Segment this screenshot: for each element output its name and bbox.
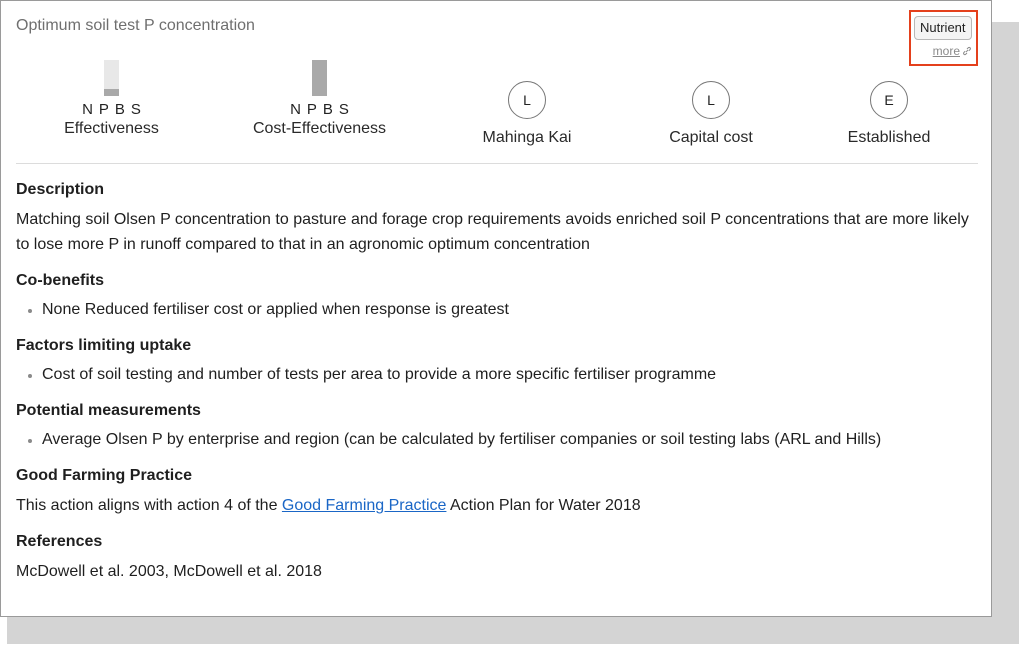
mahinga-kai-rating: L bbox=[508, 81, 546, 119]
capital-cost-rating: L bbox=[692, 81, 730, 119]
gfp-heading: Good Farming Practice bbox=[16, 467, 193, 484]
description-heading: Description bbox=[16, 181, 105, 198]
effectiveness-bar bbox=[104, 60, 119, 96]
cost-effectiveness-npbs: NPBS bbox=[290, 101, 355, 118]
gfp-text bbox=[16, 493, 978, 518]
cobenefits-section bbox=[16, 272, 978, 322]
more-link-label: more bbox=[932, 44, 960, 58]
nutrient-tag-button[interactable]: Nutrient bbox=[914, 16, 972, 40]
cobenefits-heading: Co-benefits bbox=[16, 272, 104, 289]
divider bbox=[16, 163, 978, 164]
gfp-text-before: This action aligns with action 4 of the bbox=[16, 497, 282, 514]
capital-cost-label: Capital cost bbox=[669, 129, 753, 146]
cost-effectiveness-bar-fill bbox=[312, 60, 327, 96]
references-section bbox=[16, 533, 978, 584]
more-link[interactable] bbox=[933, 44, 972, 58]
factors-heading: Factors limiting uptake bbox=[16, 337, 192, 354]
description-section bbox=[16, 181, 978, 257]
description-text: Matching soil Olsen P concentration to pasture and forage crop requirements avoids enriched soil P concentrations that are more likely to lose more P in runoff compared to that in an agronomic optimum concentration bbox=[16, 211, 969, 253]
link-icon bbox=[962, 46, 972, 56]
established-label: Established bbox=[847, 129, 931, 146]
list-item: Average Olsen P by enterprise and region (can be calculated by fertiliser companies or soil testing labs (ARL and Hills) bbox=[42, 428, 978, 452]
references-text: McDowell et al. 2003, McDowell et al. 2018 bbox=[16, 563, 322, 580]
metric-mahinga-kai bbox=[475, 57, 579, 147]
effectiveness-bar-fill bbox=[104, 89, 119, 96]
measurements-section bbox=[16, 402, 978, 452]
established-rating: E bbox=[870, 81, 908, 119]
card-content bbox=[16, 181, 978, 599]
metric-capital-cost bbox=[663, 57, 759, 147]
gfp-section bbox=[16, 467, 978, 518]
factors-section bbox=[16, 337, 978, 387]
list-item: Cost of soil testing and number of tests per area to provide a more specific fertiliser programme bbox=[42, 363, 978, 387]
references-heading: References bbox=[16, 533, 103, 550]
card-title: Optimum soil test P concentration bbox=[16, 17, 255, 34]
cost-effectiveness-label: Cost-Effectiveness bbox=[252, 120, 387, 137]
mahinga-kai-label: Mahinga Kai bbox=[482, 129, 572, 146]
metric-effectiveness bbox=[64, 57, 159, 138]
metric-cost-effectiveness bbox=[251, 57, 388, 138]
effectiveness-label: Effectiveness bbox=[64, 120, 159, 137]
list-item: None Reduced fertiliser cost or applied when response is greatest bbox=[42, 298, 978, 322]
good-farming-practice-link[interactable]: Good Farming Practice bbox=[281, 497, 447, 514]
gfp-text-after: Action Plan for Water 2018 bbox=[446, 497, 641, 514]
measurements-heading: Potential measurements bbox=[16, 402, 201, 419]
cost-effectiveness-bar bbox=[312, 60, 327, 96]
effectiveness-npbs: NPBS bbox=[82, 101, 147, 118]
metric-established bbox=[843, 57, 935, 147]
